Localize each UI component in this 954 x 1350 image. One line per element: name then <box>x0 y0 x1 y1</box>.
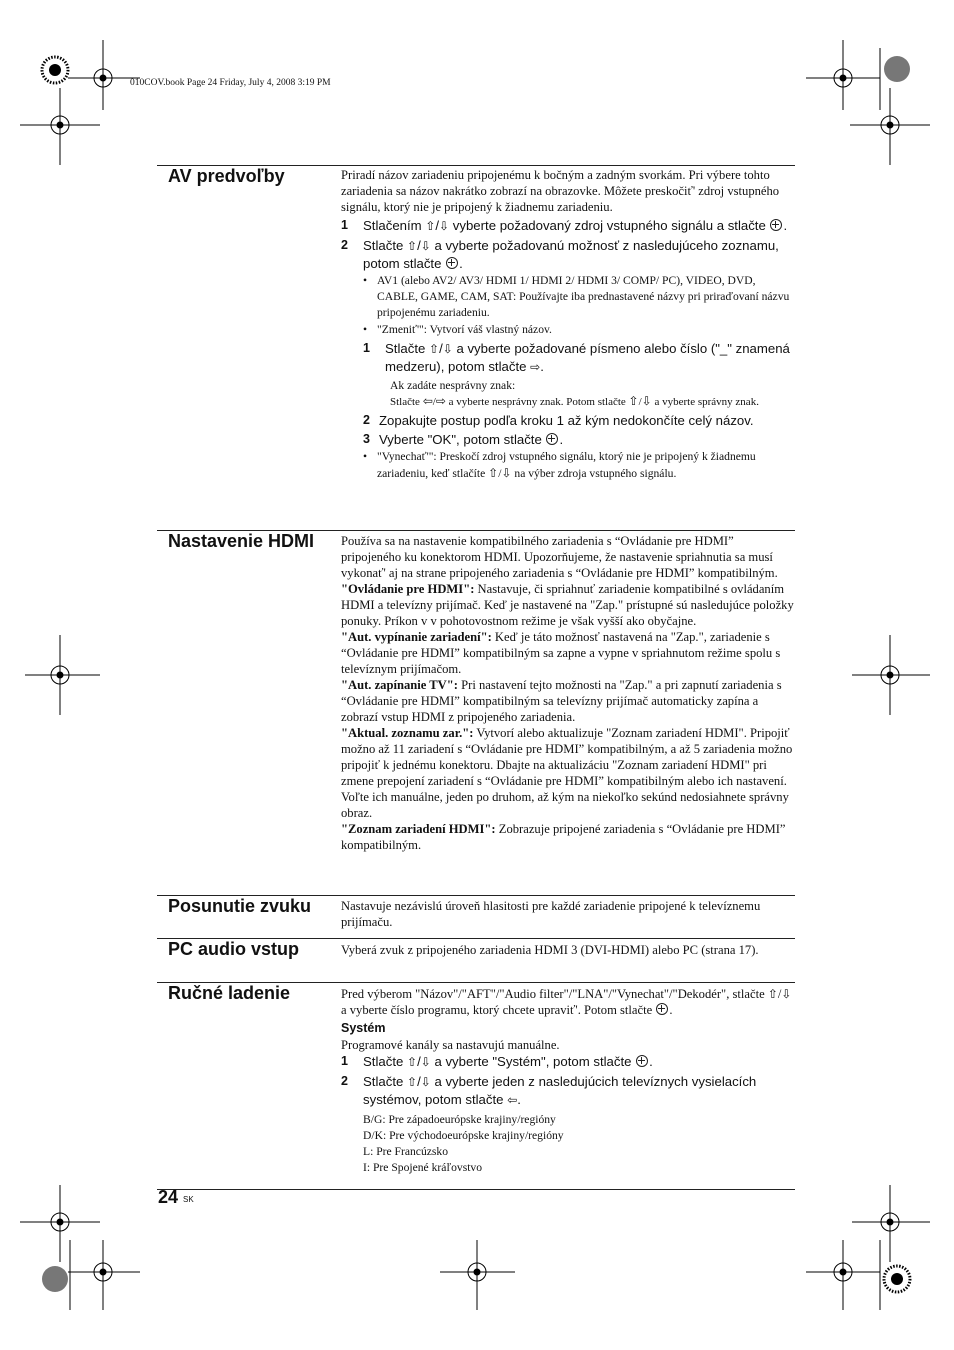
up-arrow-icon: ⇧ <box>767 987 778 1001</box>
section-title-sound-offset: Posunutie zvuku <box>168 896 312 916</box>
up-arrow-icon: ⇧ <box>429 342 440 356</box>
manual-intro: Pred výberom "Názov"/"AFT"/"Audio filter"/"LNA"/"Vynechat"/"Dekodér", stlačte ⇧/⇩ a vyberte číslo programu, ktorý chcete upraviť'. Potom stlačte . <box>341 987 792 1017</box>
av-bullet-1: • AV1 (alebo AV2/ AV3/ HDMI 1/ HDMI 2/ HDMI 3/ COMP/ PC), VIDEO, DVD, CABLE, GAME, CAM, SAT: Používajte iba prednastavené názvy pri priraďovaní názvu pripojenému zariadeniu. <box>363 274 790 319</box>
section-body-hdmi-setup <box>341 533 795 853</box>
section-divider <box>157 1189 795 1190</box>
manual-step-2: 2 Stlačte ⇧/⇩ a vyberte jeden z nasledujúcich televíznych vysielacích systémov, potom stlačte ⇦. <box>341 1074 757 1107</box>
up-arrow-icon: ⇧ <box>407 1055 418 1069</box>
section-body-sound-offset: Nastavuje nezávislú úroveň hlasitosti pre každé zariadenie pripojené k televíznemu prijímaču. <box>341 899 761 929</box>
list-item: I: Pre Spojené kráľovstvo <box>363 1161 483 1174</box>
up-arrow-icon: ⇧ <box>407 239 418 253</box>
up-arrow-icon: ⇧ <box>488 466 499 480</box>
down-arrow-icon: ⇩ <box>641 394 652 408</box>
hdmi-intro: Používa sa na nastavenie kompatibilného zariadenia s “Ovládanie pre HDMI” pripojeného ku konektorom HDMI. Upozorňujeme, že nastavenie spriahnutia sa musí vykonať' aj na strane pripojeného zariadenia s “Ovládanie pre HDMI” kompatibilným. <box>341 534 778 580</box>
av-substep-1: 1 Stlačte ⇧/⇩ a vyberte požadované písmeno alebo číslo ("_" znamená medzeru), potom stlačte ⇨. <box>363 341 790 374</box>
system-text: Programové kanály sa nastavujú manuálne. <box>341 1038 560 1052</box>
ok-button-icon <box>636 1055 648 1067</box>
hdmi-device-list-para: "Zoznam zariadení HDMI": Zobrazuje pripojené zariadenia s “Ovládanie pre HDMI” kompatibilným. <box>341 822 786 852</box>
ok-button-icon <box>546 433 558 445</box>
section-title-manual-tuning: Ručné ladenie <box>168 983 291 1003</box>
up-arrow-icon: ⇧ <box>407 1075 418 1089</box>
manual-step-1: 1 Stlačte ⇧/⇩ a vyberte "Systém", potom stlačte . <box>341 1054 653 1069</box>
hdmi-auto-on-para: "Aut. zapínanie TV": Pri nastavení tejto možnosti na "Zap." a pri zapnutí zariadenia s “Ovládanie pre HDMI” kompatibilným sa televízny prijímač automaticky zapína a zobrazí vstup HDMI z pripojeného zariadenia. <box>341 678 782 724</box>
system-heading: Systém <box>341 1021 386 1035</box>
left-arrow-icon: ⇦ <box>507 1093 518 1107</box>
av-substep-2: 2 Zopakujte postup podľa kroku 1 až kým nedokončíte celý názov. <box>363 413 754 428</box>
down-arrow-icon: ⇩ <box>442 342 453 356</box>
section-body-pc-audio: Vyberá zvuk z pripojeného zariadenia HDMI 3 (DVI-HDMI) alebo PC (strana 17). <box>341 943 759 957</box>
ok-button-icon <box>656 1003 668 1015</box>
ok-button-icon <box>770 219 782 231</box>
right-arrow-icon: ⇨ <box>530 360 541 374</box>
hdmi-auto-off-para: "Aut. vypínanie zariadení": Keď je táto možnosť nastavená na "Zap.", zariadenie s “Ovládanie pre HDMI” kompatibilným sa zapne a vypne v spriahnutom režime spolu s televíznym prijímačom. <box>341 630 781 676</box>
down-arrow-icon: ⇩ <box>781 987 792 1001</box>
list-item: B/G: Pre západoeurópske krajiny/regióny <box>363 1113 556 1126</box>
av-substep-3: 3 Vyberte "OK", potom stlačte . <box>363 432 564 447</box>
left-arrow-icon: ⇦ <box>422 394 433 408</box>
list-item: D/K: Pre východoeurópske krajiny/regióny <box>363 1129 564 1142</box>
section-title-pc-audio: PC audio vstup <box>168 939 300 959</box>
down-arrow-icon: ⇩ <box>420 239 431 253</box>
tv-system-list <box>363 1112 795 1176</box>
section-body-av-presets <box>341 167 795 482</box>
av-wrong-char-help: Stlačte ⇦/⇨ a vyberte nesprávny znak. Potom stlačte ⇧/⇩ a vyberte správny znak. <box>390 394 759 408</box>
ok-button-icon <box>446 257 458 269</box>
print-header: 010COV.book Page 24 Friday, July 4, 2008 3:19 PM <box>130 78 331 88</box>
av-wrong-char: Ak zadáte nesprávny znak: <box>390 379 516 392</box>
hdmi-control-para: "Ovládanie pre HDMI": Nastavuje, či spriahnuť zariadenie kompatibilné s ovládaním HDMI a televízny prijímač. Keď je nastavené na "Zap." prístupné sú nasledujúce položky ponuky. Príkon v v pohotovostnom režime je však vyšší ako obyčajne. <box>341 582 794 628</box>
right-arrow-icon: ⇨ <box>435 394 446 408</box>
page-language: SK <box>183 1195 194 1204</box>
down-arrow-icon: ⇩ <box>439 219 450 233</box>
down-arrow-icon: ⇩ <box>420 1055 431 1069</box>
down-arrow-icon: ⇩ <box>501 466 512 480</box>
up-arrow-icon: ⇧ <box>628 394 639 408</box>
hdmi-update-list-para: "Aktual. zoznamu zar.": Vytvorí alebo aktualizuje "Zoznam zariadení HDMI". Pripojiť možno až 11 zariadení s “Ovládanie pre HDMI” kompatibilným, a až 5 zariadenia možno pripojiť k jednému konektoru. Dbajte na aktualizáciu "Zoznam zariadení HDMI" pri zmene prepojení zariadení s “Ovládanie pre HDMI” kompatibilným alebo ich nastavení. Voľte ich manuálne, jeden po druhom, až kým na niekoľko sekúnd nedosiahnete správny obraz. <box>341 726 793 820</box>
av-intro: Priradí názov zariadeniu pripojenému k bočným a zadným svorkám. Pri výbere tohto zariadenia sa názov nakrátko zobrazí na obrazovke. Môžete preskočiť' zdroj vstupného signálu, ktorý nie je pripojený k žiadnemu zariadeniu. <box>341 168 780 214</box>
up-arrow-icon: ⇧ <box>425 219 436 233</box>
down-arrow-icon: ⇩ <box>420 1075 431 1089</box>
page-number: 24 <box>158 1187 179 1207</box>
av-bullet-3: • "Vynechať'": Preskočí zdroj vstupného signálu, ktorý nie je pripojený k žiadnemu zariadeniu, keď stlačíte ⇧/⇩ na výber zdroja vstupného signálu. <box>363 450 756 480</box>
section-body-manual-tuning <box>341 986 795 1176</box>
section-title-hdmi-setup: Nastavenie HDMI <box>168 531 315 551</box>
list-item: L: Pre Francúzsko <box>363 1145 449 1158</box>
av-bullet-2: • "Zmeniť'": Vytvorí váš vlastný názov. <box>363 323 552 336</box>
av-step-2: 2 Stlačte ⇧/⇩ a vyberte požadovanú možnosť z nasledujúceho zoznamu, potom stlačte . <box>341 238 779 271</box>
section-title-av-presets: AV predvoľby <box>168 166 285 186</box>
av-step-1: 1 Stlačením ⇧/⇩ vyberte požadovaný zdroj vstupného signálu a stlačte . <box>341 218 788 233</box>
